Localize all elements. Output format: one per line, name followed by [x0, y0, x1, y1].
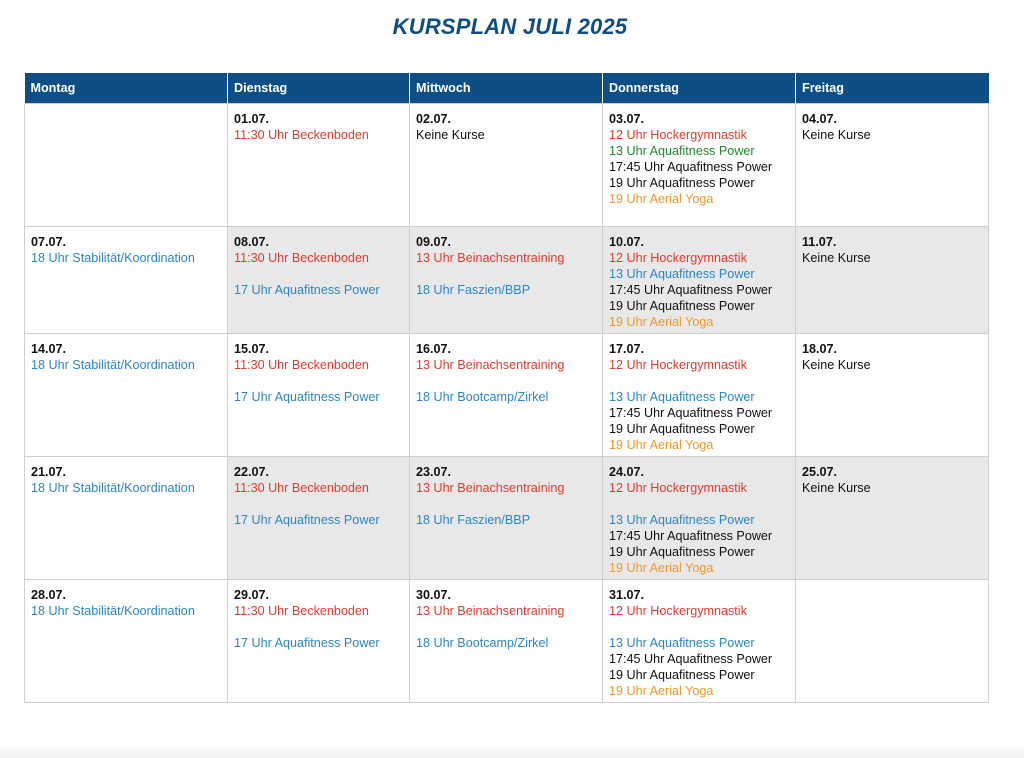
day-date: 17.07. [609, 342, 645, 356]
spacer-line [416, 266, 596, 282]
day-cell-tuesday [228, 334, 410, 457]
course-entry: 11:30 Uhr Beckenboden [234, 358, 369, 372]
course-entry: 17:45 Uhr Aquafitness Power [609, 160, 773, 174]
day-cell-wednesday [410, 104, 603, 227]
course-entry: Keine Kurse [802, 481, 871, 495]
course-entry: Keine Kurse [416, 128, 485, 142]
day-cell-thursday [603, 227, 796, 334]
day-date: 08.07. [234, 235, 270, 249]
day-date: 02.07. [416, 112, 452, 126]
week-row [25, 334, 989, 457]
day-cell-friday [796, 457, 989, 580]
course-entry: 13 Uhr Beinachsentraining [416, 604, 565, 618]
day-cell-monday [25, 227, 228, 334]
day-cell-thursday [603, 104, 796, 227]
course-entry: 13 Uhr Aquafitness Power [609, 513, 755, 527]
day-date: 22.07. [234, 465, 270, 479]
day-cell-thursday [603, 334, 796, 457]
course-entry: 17 Uhr Aquafitness Power [234, 283, 380, 297]
day-cell-wednesday [410, 457, 603, 580]
schedule-table [24, 73, 989, 703]
course-entry: 17:45 Uhr Aquafitness Power [609, 652, 773, 666]
day-date: 07.07. [31, 235, 67, 249]
day-cell-tuesday [228, 227, 410, 334]
course-entry: 11:30 Uhr Beckenboden [234, 251, 369, 265]
day-date: 31.07. [609, 588, 645, 602]
day-date: 24.07. [609, 465, 645, 479]
header-row [25, 73, 989, 104]
course-entry: 18 Uhr Faszien/BBP [416, 283, 531, 297]
course-entry: 19 Uhr Aquafitness Power [609, 422, 755, 436]
day-cell-friday [796, 227, 989, 334]
day-cell-friday [796, 334, 989, 457]
spacer-line [234, 266, 403, 282]
day-date: 10.07. [609, 235, 645, 249]
course-entry: 19 Uhr Aerial Yoga [609, 192, 714, 206]
day-date: 04.07. [802, 112, 838, 126]
day-cell-wednesday [410, 227, 603, 334]
day-date: 14.07. [31, 342, 67, 356]
day-date: 18.07. [802, 342, 838, 356]
course-entry: 19 Uhr Aquafitness Power [609, 545, 755, 559]
header-monday: Montag [25, 73, 228, 104]
course-entry: 19 Uhr Aerial Yoga [609, 438, 714, 452]
week-row [25, 104, 989, 227]
week-row [25, 457, 989, 580]
day-cell-tuesday [228, 580, 410, 703]
day-date: 28.07. [31, 588, 67, 602]
course-entry: 13 Uhr Beinachsentraining [416, 358, 565, 372]
day-date: 29.07. [234, 588, 270, 602]
day-date: 03.07. [609, 112, 645, 126]
course-entry: 11:30 Uhr Beckenboden [234, 604, 369, 618]
course-entry: 17:45 Uhr Aquafitness Power [609, 406, 773, 420]
day-cell-monday [25, 334, 228, 457]
day-cell-friday [796, 580, 989, 703]
course-entry: 19 Uhr Aerial Yoga [609, 561, 714, 575]
course-entry: 13 Uhr Aquafitness Power [609, 636, 755, 650]
course-entry: 13 Uhr Beinachsentraining [416, 481, 565, 495]
course-entry: 18 Uhr Stabilität/Koordination [31, 481, 195, 495]
course-entry: 18 Uhr Stabilität/Koordination [31, 251, 195, 265]
course-entry: 12 Uhr Hockergymnastik [609, 604, 747, 618]
course-entry: Keine Kurse [802, 251, 871, 265]
course-entry: 13 Uhr Aquafitness Power [609, 390, 755, 404]
day-cell-wednesday [410, 580, 603, 703]
course-entry: 11:30 Uhr Beckenboden [234, 481, 369, 495]
course-entry: 17 Uhr Aquafitness Power [234, 390, 380, 404]
course-entry: 19 Uhr Aquafitness Power [609, 176, 755, 190]
day-date: 09.07. [416, 235, 452, 249]
course-entry: 18 Uhr Stabilität/Koordination [31, 358, 195, 372]
day-date: 15.07. [234, 342, 270, 356]
spacer-line [609, 496, 789, 512]
day-date: 25.07. [802, 465, 838, 479]
day-cell-thursday [603, 457, 796, 580]
spacer-line [416, 373, 596, 389]
day-date: 23.07. [416, 465, 452, 479]
header-tuesday: Dienstag [228, 73, 410, 104]
spacer-line [234, 619, 403, 635]
day-date: 01.07. [234, 112, 270, 126]
day-date: 16.07. [416, 342, 452, 356]
course-entry: 19 Uhr Aerial Yoga [609, 684, 714, 698]
header-wednesday: Mittwoch [410, 73, 603, 104]
course-entry: Keine Kurse [802, 128, 871, 142]
day-cell-thursday [603, 580, 796, 703]
day-cell-monday [25, 104, 228, 227]
day-date: 11.07. [802, 235, 837, 249]
day-cell-monday [25, 580, 228, 703]
course-entry: 12 Uhr Hockergymnastik [609, 251, 747, 265]
day-cell-tuesday [228, 457, 410, 580]
header-friday: Freitag [796, 73, 989, 104]
course-entry: 17:45 Uhr Aquafitness Power [609, 283, 773, 297]
course-entry: 12 Uhr Hockergymnastik [609, 128, 747, 142]
course-entry: 18 Uhr Stabilität/Koordination [31, 604, 195, 618]
spacer-line [609, 373, 789, 389]
spacer-line [416, 619, 596, 635]
course-entry: 19 Uhr Aquafitness Power [609, 299, 755, 313]
course-entry: 18 Uhr Bootcamp/Zirkel [416, 390, 549, 404]
day-cell-tuesday [228, 104, 410, 227]
week-row [25, 580, 989, 703]
course-entry: 11:30 Uhr Beckenboden [234, 128, 369, 142]
course-entry: 18 Uhr Bootcamp/Zirkel [416, 636, 549, 650]
spacer-line [234, 496, 403, 512]
course-entry: 19 Uhr Aquafitness Power [609, 668, 755, 682]
course-entry: 13 Uhr Beinachsentraining [416, 251, 565, 265]
page-bottom-shade [0, 744, 1024, 758]
course-entry: 18 Uhr Faszien/BBP [416, 513, 531, 527]
day-cell-monday [25, 457, 228, 580]
course-entry: 17 Uhr Aquafitness Power [234, 636, 380, 650]
header-thursday: Donnerstag [603, 73, 796, 104]
course-entry: 12 Uhr Hockergymnastik [609, 358, 747, 372]
day-cell-wednesday [410, 334, 603, 457]
day-date: 30.07. [416, 588, 452, 602]
course-entry: 13 Uhr Aquafitness Power [609, 267, 755, 281]
course-entry: 17:45 Uhr Aquafitness Power [609, 529, 773, 543]
week-row [25, 227, 989, 334]
course-entry: 19 Uhr Aerial Yoga [609, 315, 714, 329]
spacer-line [416, 496, 596, 512]
course-entry: Keine Kurse [802, 358, 871, 372]
spacer-line [234, 373, 403, 389]
course-entry: 12 Uhr Hockergymnastik [609, 481, 747, 495]
page-title: KURSPLAN JULI 2025 [392, 14, 628, 39]
day-cell-friday [796, 104, 989, 227]
schedule-body [25, 104, 989, 703]
course-entry: 17 Uhr Aquafitness Power [234, 513, 380, 527]
day-date: 21.07. [31, 465, 67, 479]
course-entry: 13 Uhr Aquafitness Power [609, 144, 755, 158]
spacer-line [609, 619, 789, 635]
